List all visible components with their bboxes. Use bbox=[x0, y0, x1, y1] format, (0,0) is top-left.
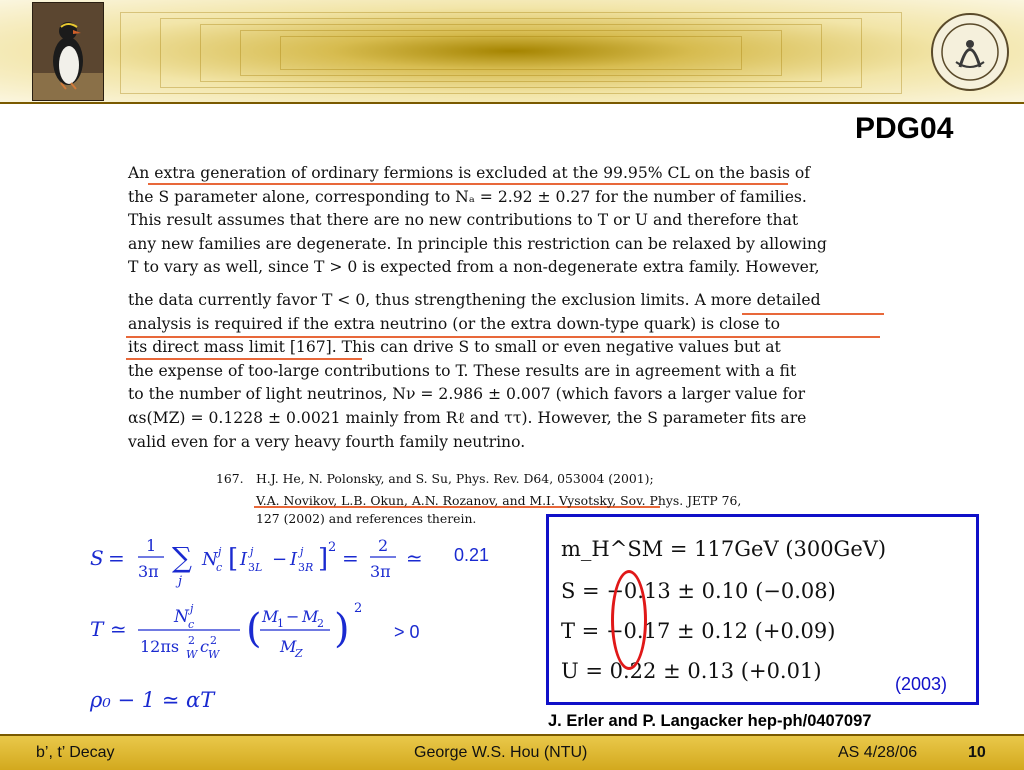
reference-line: H.J. He, N. Polonsky, and S. Su, Phys. Rev. D64, 053004 (2001); bbox=[256, 471, 654, 486]
svg-text:≃: ≃ bbox=[110, 617, 127, 641]
svg-text:I: I bbox=[290, 549, 298, 570]
svg-text:M: M bbox=[280, 637, 297, 656]
svg-text:≃: ≃ bbox=[406, 546, 423, 570]
svg-text:Z: Z bbox=[295, 647, 303, 660]
sign-highlight-circle bbox=[611, 570, 647, 670]
paragraph-line: its direct mass limit [167]. This can drive S to small or even negative values but at bbox=[128, 338, 781, 357]
paragraph-line: T to vary as well, since T > 0 is expected from a non-degenerate extra family. However, bbox=[128, 258, 820, 277]
header-decoration bbox=[120, 12, 900, 92]
svg-text:L: L bbox=[255, 561, 263, 574]
svg-text:j: j bbox=[178, 574, 183, 589]
svg-text:j: j bbox=[218, 545, 222, 558]
svg-text:I: I bbox=[240, 549, 248, 570]
svg-text:2: 2 bbox=[354, 601, 363, 616]
svg-text:W: W bbox=[208, 648, 220, 661]
s-parameter-equation bbox=[90, 535, 510, 591]
svg-text:2: 2 bbox=[378, 536, 389, 555]
svg-text:1: 1 bbox=[277, 617, 284, 630]
svg-text:3π: 3π bbox=[370, 562, 391, 581]
paragraph-line: the S parameter alone, corresponding to Nₐ = 2.92 ± 0.27 for the number of families. bbox=[128, 187, 807, 206]
svg-text:T: T bbox=[90, 617, 104, 641]
svg-text:j: j bbox=[190, 602, 194, 615]
u-fit-line: U = 0.22 ± 0.13 (+0.01) bbox=[561, 659, 822, 683]
svg-text:2: 2 bbox=[328, 540, 337, 555]
svg-text:N: N bbox=[174, 607, 189, 627]
t-fit-line: T = −0.17 ± 0.12 (+0.09) bbox=[561, 619, 836, 643]
svg-text:3: 3 bbox=[248, 561, 255, 574]
citation: J. Erler and P. Langacker hep-ph/0407097 bbox=[548, 712, 872, 730]
svg-text:3π: 3π bbox=[138, 562, 159, 581]
highlight-underline bbox=[126, 358, 362, 360]
footer-page-number: 10 bbox=[968, 744, 986, 761]
s-fit-line: S = −0.13 ± 0.10 (−0.08) bbox=[561, 579, 836, 603]
svg-text:R: R bbox=[305, 561, 314, 574]
svg-text:2: 2 bbox=[317, 617, 324, 630]
paragraph-line: to the number of light neutrinos, Nν = 2.986 ± 0.007 (which favors a larger value for bbox=[128, 385, 806, 404]
svg-text:W: W bbox=[186, 648, 198, 661]
paragraph-line: the expense of too-large contributions to T. These results are in agreement with a fit bbox=[128, 361, 797, 380]
university-seal-logo bbox=[930, 12, 1010, 92]
reference-line: 127 (2002) and references therein. bbox=[256, 511, 477, 526]
svg-text:c: c bbox=[216, 561, 223, 574]
svg-text:M: M bbox=[302, 607, 319, 626]
pdg-text-paragraph bbox=[128, 162, 888, 454]
higgs-mass-line: m_H^SM = 117GeV (300GeV) bbox=[561, 537, 887, 561]
s-value: 0.21 bbox=[454, 545, 490, 565]
svg-text:−: − bbox=[286, 607, 300, 626]
paragraph-line: any new families are degenerate. In principle this restriction can be relaxed by allowing bbox=[128, 234, 827, 253]
svg-text:j: j bbox=[300, 545, 304, 558]
svg-text:1: 1 bbox=[146, 536, 157, 555]
svg-text:12πs: 12πs bbox=[140, 637, 180, 656]
t-parameter-equation bbox=[90, 600, 450, 666]
slide-footer bbox=[0, 734, 1024, 770]
svg-text:): ) bbox=[334, 606, 350, 652]
svg-text:2: 2 bbox=[210, 634, 217, 647]
highlight-underline bbox=[742, 313, 884, 315]
svg-text:2: 2 bbox=[188, 634, 195, 647]
paragraph-line: the data currently favor T < 0, thus strengthening the exclusion limits. A more detailed bbox=[128, 290, 821, 309]
svg-text:=: = bbox=[342, 546, 359, 570]
svg-text:S: S bbox=[90, 546, 104, 570]
highlight-underline bbox=[148, 183, 788, 185]
t-bound: > 0 bbox=[394, 622, 420, 642]
svg-text:3: 3 bbox=[298, 561, 305, 574]
footer-author: George W.S. Hou (NTU) bbox=[414, 744, 588, 761]
reference-line: V.A. Novikov, L.B. Okun, A.N. Rozanov, and M.I. Vysotsky, Sov. Phys. JETP 76, bbox=[256, 493, 742, 508]
footer-date: AS 4/28/06 bbox=[838, 744, 918, 761]
paragraph-line: This result assumes that there are no new contributions to T or U and therefore that bbox=[128, 211, 799, 230]
svg-text:−: − bbox=[272, 549, 288, 570]
highlight-underline bbox=[126, 336, 880, 338]
rho-equation: ρ₀ − 1 ≃ αT bbox=[90, 688, 215, 712]
paragraph-line: An extra generation of ordinary fermions is excluded at the 99.95% CL on the basis of bbox=[128, 164, 811, 182]
slide-header-band bbox=[0, 0, 1024, 104]
svg-text:c: c bbox=[188, 618, 195, 631]
slide-title: PDG04 bbox=[855, 112, 954, 145]
svg-text:∑: ∑ bbox=[172, 541, 192, 574]
svg-text:c: c bbox=[200, 637, 209, 656]
svg-text:[: [ bbox=[228, 544, 239, 574]
footer-topic: b’, t’ Decay bbox=[36, 744, 115, 761]
svg-text:(: ( bbox=[246, 606, 262, 652]
fit-year: (2003) bbox=[895, 674, 948, 694]
penguin-photo bbox=[32, 2, 104, 101]
svg-text:M: M bbox=[262, 607, 279, 626]
svg-text:=: = bbox=[108, 546, 125, 570]
paragraph-line: valid even for a very heavy fourth family neutrino. bbox=[128, 432, 526, 451]
svg-text:N: N bbox=[202, 549, 218, 570]
svg-text:j: j bbox=[250, 545, 254, 558]
reference-number: 167. bbox=[216, 471, 244, 486]
svg-text:]: ] bbox=[318, 544, 329, 574]
paragraph-line: analysis is required if the extra neutrino (or the extra down-type quark) is close to bbox=[128, 314, 781, 333]
paragraph-line: αs(MZ) = 0.1228 ± 0.0021 mainly from Rℓ and ττ). However, the S parameter fits are bbox=[128, 408, 807, 427]
